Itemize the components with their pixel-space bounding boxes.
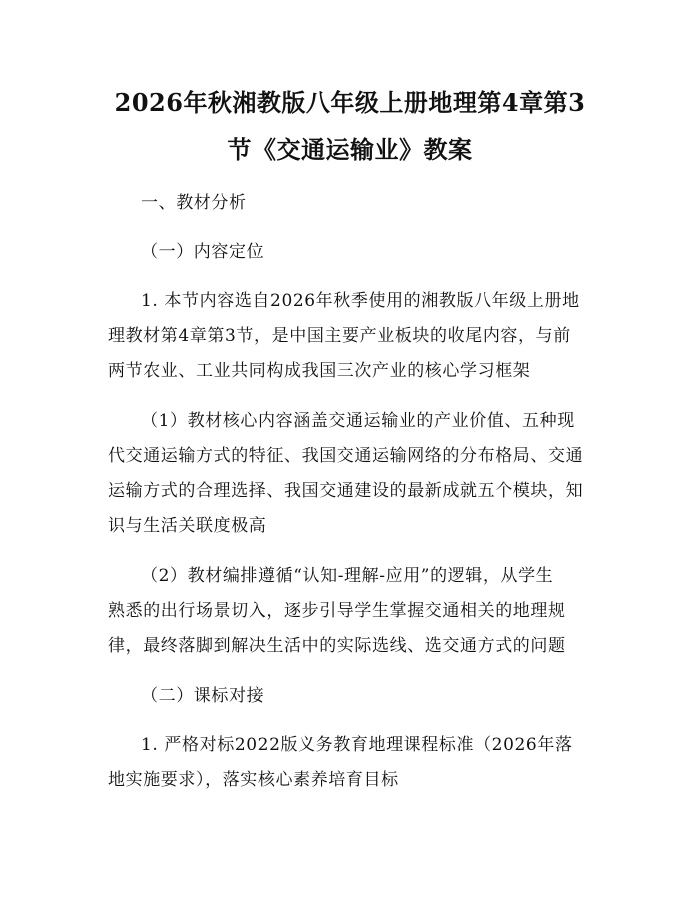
paragraph-3-line-3: 律，最终落脚到解决生活中的实际选线、选交通方式的问题	[108, 636, 566, 656]
paragraph-2-line-3: 运输方式的合理选择、我国交通建设的最新成就五个模块，知	[108, 481, 584, 501]
paragraph-2-line-1: （1）教材核心内容涵盖交通运输业的产业价值、五种现	[141, 411, 575, 431]
paragraph-1-line-1: 1. 本节内容选自2026年秋季使用的湘教版八年级上册地	[141, 291, 580, 311]
document-title-line-2: 节《交通运输业》教案	[227, 135, 473, 164]
paragraph-2-line-4: 识与生活关联度极高	[108, 516, 267, 536]
document-title-line-1: 2026年秋湘教版八年级上册地理第4章第3	[114, 88, 586, 117]
subsection-heading-curriculum-standard: （二）课标对接	[141, 686, 265, 706]
paragraph-4-line-1: 1. 严格对标2022版义务教育地理课程标准（2026年落	[141, 735, 573, 755]
paragraph-3-line-1: （2）教材编排遵循“认知-理解-应用”的逻辑，从学生	[141, 566, 554, 586]
paragraph-3-line-2: 熟悉的出行场景切入，逐步引导学生掌握交通相关的地理规	[108, 601, 566, 621]
paragraph-2-line-2: 代交通运输方式的特征、我国交通运输网络的分布格局、交通	[108, 446, 584, 466]
section-heading-teaching-material-analysis: 一、教材分析	[141, 193, 247, 213]
subsection-heading-content-positioning: （一）内容定位	[141, 242, 265, 262]
paragraph-1-line-2: 理教材第4章第3节，是中国主要产业板块的收尾内容，与前	[108, 326, 571, 346]
paragraph-1-line-3: 两节农业、工业共同构成我国三次产业的核心学习框架	[108, 361, 531, 381]
paragraph-4-line-2: 地实施要求），落实核心素养培育目标	[108, 770, 399, 790]
